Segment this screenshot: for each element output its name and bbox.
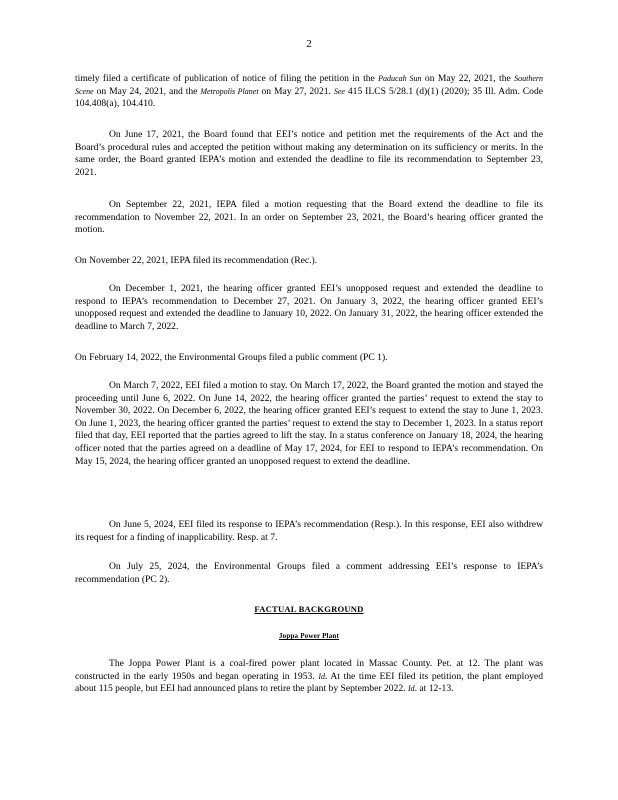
italic-citation: Paducah Sun: [378, 74, 422, 83]
paragraph-iepa-recommendation: [75, 255, 543, 268]
paragraph-public-comment: [75, 352, 543, 365]
paragraph-text: On March 7, 2022, EEI filed a motion to stay. On March 17, 2022, the Board granted the motion and stayed the proceeding until June 6, 2022. On June 14, 2022, the hearing officer granted the parties’ request to extend the stay to November 30, 2022. On December 6, 2022, the hearing officer granted EEI’s request to extend the stay to June 1, 2023. On June 1, 2023, the hearing officer granted the parties’ request to extend the stay to December 1, 2023. In a status report filed that day, EEI reported that the parties agreed to lift the stay. In a status conference on January 18, 2024, the hearing officer noted that the parties agreed on a deadline of May 17, 2024, for EEI to respond to IEPA’s recommendation. On May 15, 2024, the hearing officer granted an unopposed request to extend the deadline.: [75, 380, 543, 467]
paragraph-text: On June 17, 2021, the Board found that EEI’s notice and petition met the requirements of the Act and the Board’s procedural rules and accepted the petition without making any determination on its sufficiency or merits. In the same order, the Board granted IEPA’s motion and extended the deadline to file its recommendation to September 23, 2021.: [75, 129, 543, 178]
paragraph-text: 415 ILCS 5/28.1 (d)(1) (2020); 35 Ill. Adm. Code 104.408(a), 104.410.: [75, 85, 544, 110]
heading-factual-background: FACTUAL BACKGROUND: [254, 604, 364, 614]
paragraph-text: . At the time EEI filed its petition, the plant employed about 115 people, but EEI had announced plans to retire the plant by September 2022.: [75, 670, 543, 695]
paragraph-publication-notice: [75, 73, 543, 111]
paragraph-text: . at 12-13.: [414, 683, 454, 695]
italic-citation: Metropolis Planet: [200, 86, 259, 96]
paragraph-text: on May 24, 2021, and the: [93, 85, 201, 97]
paragraph-text: On June 5, 2024, EEI filed its response to IEPA’s recommendation (Resp.). In this response, EEI also withdrew its request for a finding of inapplicability. Resp. at 7.: [75, 519, 543, 543]
italic-citation: Southern Scene: [75, 74, 544, 96]
paragraph-text: On September 22, 2021, IEPA filed a motion requesting that the Board extend the deadline to file its recommendation to November 22, 2021. In an order on September 23, 2021, the Board’s hearing officer granted the motion.: [75, 199, 543, 236]
paragraph-text: On November 22, 2021, IEPA filed its recommendation (Rec.).: [75, 255, 318, 266]
paragraph-text: on May 27, 2021.: [258, 85, 334, 97]
paragraph-deadline-extensions: [75, 283, 543, 333]
italic-citation: Id: [407, 684, 415, 694]
paragraph-motion-to-stay: [75, 380, 543, 468]
paragraph-joppa-description: [75, 658, 543, 696]
paragraph-september-motion: [75, 199, 543, 237]
italic-citation: Id: [318, 671, 325, 681]
paragraph-june-17-order: [75, 129, 543, 179]
paragraph-text: On February 14, 2022, the Environmental Groups filed a public comment (PC 1).: [75, 352, 388, 363]
paragraph-text: The Joppa Power Plant is a coal-fired power plant located in Massac County. Pet. at 12. The plant was constructed in the early 1950s and began operating in 1953.: [75, 658, 543, 682]
heading-joppa-power-plant: Joppa Power Plant: [278, 632, 340, 640]
paragraph-text: On July 25, 2024, the Environmental Groups filed a comment addressing EEI’s response to IEPA’s recommendation (PC 2).: [75, 561, 543, 585]
paragraph-environmental-groups-comment: [75, 561, 543, 586]
italic-citation: See: [333, 86, 345, 96]
paragraph-text: timely filed a certificate of publication of notice of filing the petition in the: [75, 73, 379, 84]
paragraph-text: On December 1, 2021, the hearing officer granted EEI’s unopposed request and extended the deadline to respond to IEPA’s recommendation to December 27, 2021. On January 3, 2022, the hearing officer granted EEI’s unopposed request and extended the deadline to January 10, 2022. On January 31, 2022, the hearing officer extended the deadline to March 7, 2022.: [75, 283, 543, 332]
paragraph-text: on May 22, 2021, the: [421, 73, 515, 84]
paragraph-eei-response: [75, 519, 543, 544]
page-number: 2: [306, 38, 312, 50]
